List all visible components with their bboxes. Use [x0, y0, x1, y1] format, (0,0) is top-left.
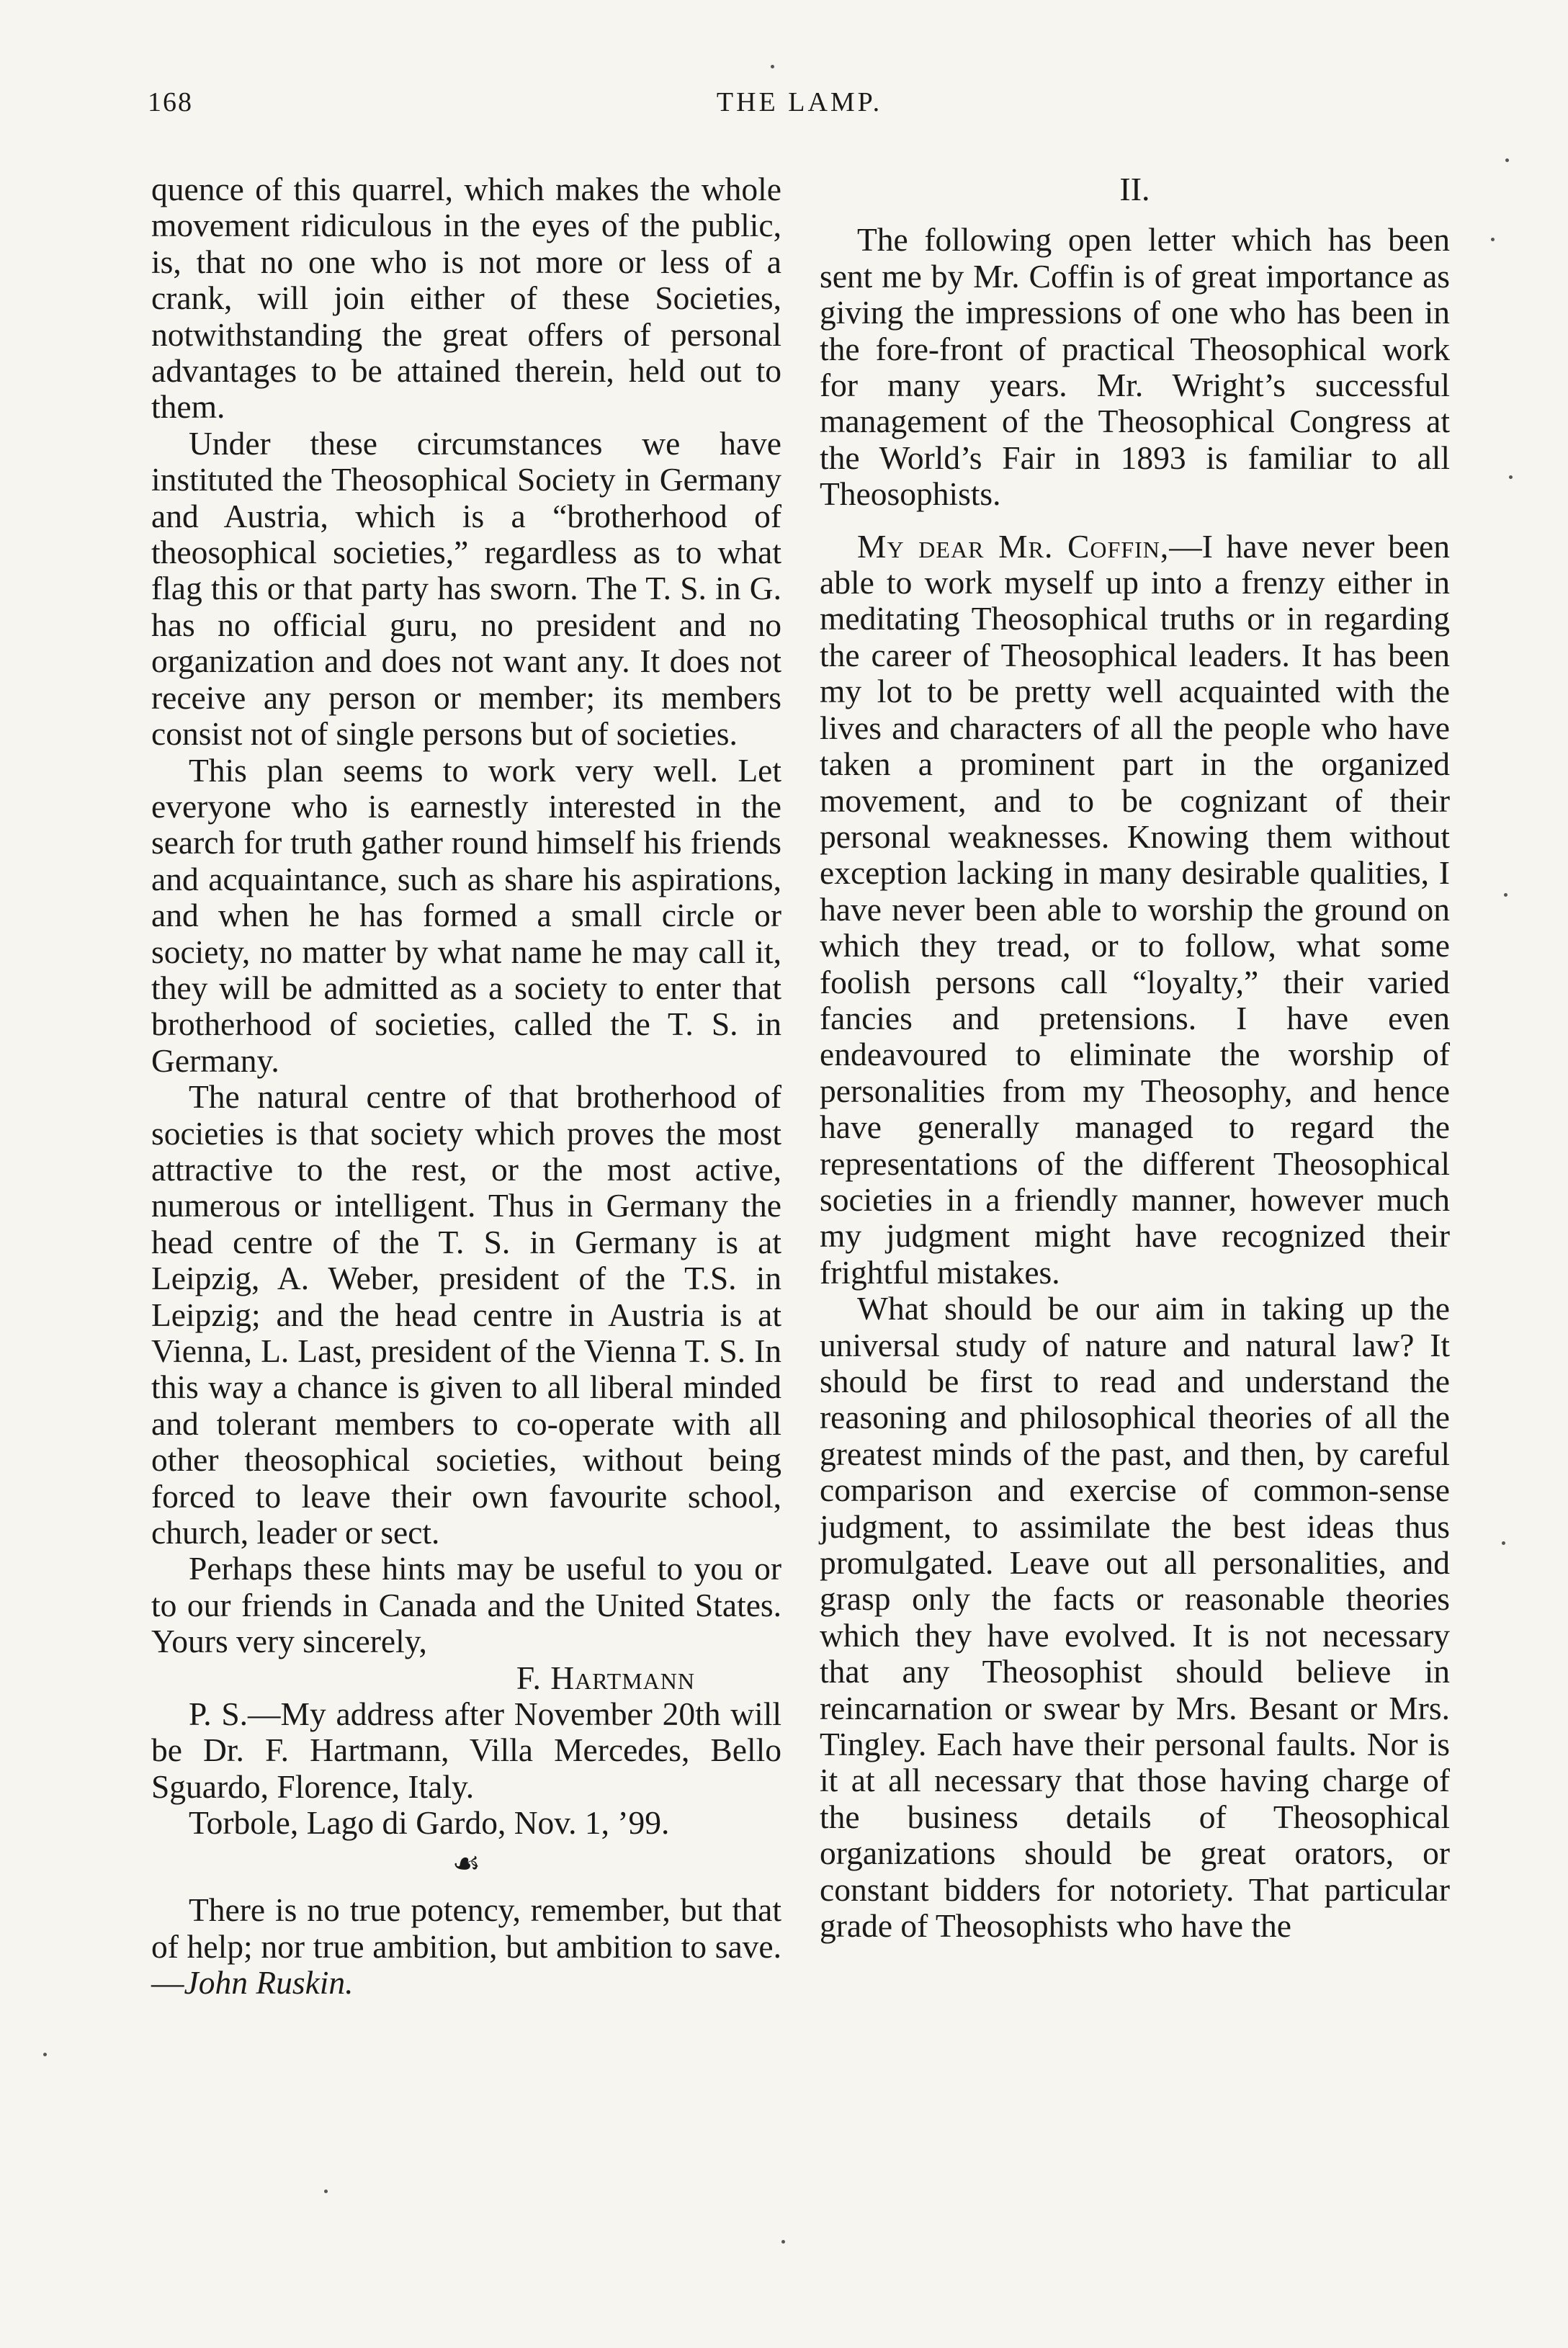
- right-column: [820, 171, 1450, 1945]
- running-head: THE LAMP.: [716, 87, 883, 117]
- quote-author: John Ruskin.: [184, 1963, 354, 2001]
- page-header: [148, 86, 1451, 130]
- letter-paragraph-2: What should be our aim in taking up the universal study of nature and natural law? It should be first to read and understand the reasoning and philosophical theories of all the greatest minds of the past, and then, by careful comparison and exercise of common-sense judgment, to assimilate the best ideas thus promulgated. Leave out all personalities, and grasp only the facts or reasonable theories which they have evolved. It is not necessary that any Theosophist should believe in reincarnation or swear by Mrs. Besant or Mrs. Tingley. Each have their personal faults. Nor is it at all necessary that those having charge of the business details of Theosophical organizations should be great orators, or constant bidders for notoriety. That particular grade of Theosophists who have the: [820, 1290, 1450, 1945]
- fleuron-ornament: ☙: [452, 1845, 481, 1881]
- postscript: P. S.—My address after November 20th will be Dr. F. Hartmann, Villa Mercedes, Bello Sguardo, Florence, Italy.: [151, 1695, 781, 1805]
- left-column: [151, 171, 781, 2001]
- dateline: Torbole, Lago di Gardo, Nov. 1, ’99.: [189, 1804, 670, 1842]
- letter-opening: [820, 529, 1450, 1291]
- salutation: My dear Mr. Coffin,: [857, 527, 1170, 565]
- ruskin-quote: [151, 1892, 781, 2001]
- paragraph-theosophical-society-germany: Under these circumstances we have instituted the Theosophical Society in Germany and Austria, which is a “brotherhood of theosophical societies,” regardless as to what flag this or that party has sworn. The T. S. in G. has no official guru, no president and no organization and does not want any. It does not receive any person or member; its members consist not of single persons but of societies.: [151, 424, 781, 753]
- paragraph-closing: Perhaps these hints may be useful to you or to our friends in Canada and the United States. Yours very sincerely,: [151, 1550, 781, 1660]
- section-heading: II.: [1119, 171, 1150, 207]
- paragraph-natural-centre: The natural centre of that brotherhood of societies is that society which proves the most attractive to the rest, or the most active, numerous or intelligent. Thus in Germany the head centre of the T. S. in Germany is at Leipzig, A. Weber, president of the T.S. in Leipzig; and the head centre in Austria is at Vienna, L. Last, president of the Vienna T. S. In this way a chance is given to all liberal minded and tolerant members to co-operate with all other theosophical societies, without being forced to leave their own favourite school, church, leader or sect.: [151, 1078, 781, 1551]
- paragraph-continuation: quence of this quarrel, which makes the whole movement ridiculous in the eyes of the public, is, that no one who is not more or less of a crank, will join either of these Societies, notwithstanding the great offers of personal advantages to be attained therein, held out to them.: [151, 171, 781, 426]
- page-number: 168: [148, 87, 193, 117]
- quote-text: There is no true potency, remember, but that of help; nor true ambition, but ambition to save.—: [151, 1891, 781, 2001]
- letter-paragraph-1: —I have never been able to work myself up into a frenzy either in meditating Theosophical truths or in regarding the career of Theosophical leaders. It has been my lot to be pretty well acquainted with the lives and characters of all the people who have taken a prominent part in the organized movement, and to be cognizant of their personal weaknesses. Knowing them without exception lacking in many desirable qualities, I have never been able to worship the ground on which they tread, or to follow, what some foolish persons call “loyalty,” their varied fancies and pretensions. I have even endeavoured to eliminate the worship of personalities from my Theosophy, and hence have generally managed to regard the representations of the different Theosophical societies in a friendly manner, however much my judgment might have recognized their frightful mistakes.: [820, 527, 1450, 1291]
- signature: F. Hartmann: [516, 1659, 695, 1696]
- paragraph-introduction: The following open letter which has been sent me by Mr. Coffin is of great importance as giving the impressions of one who has been in the fore-front of practical Theosophical work for many years. Mr. Wright’s successful management of the Theosophical Congress at the World’s Fair in 1893 is familiar to all Theosophists.: [820, 221, 1450, 513]
- paragraph-plan: This plan seems to work very well. Let everyone who is earnestly interested in the search for truth gather round himself his friends and acquaintance, such as share his aspirations, and when he has formed a small circle or society, no matter by what name he may call it, they will be admitted as a society to enter that brotherhood of societies, called the T. S. in Germany.: [151, 751, 781, 1079]
